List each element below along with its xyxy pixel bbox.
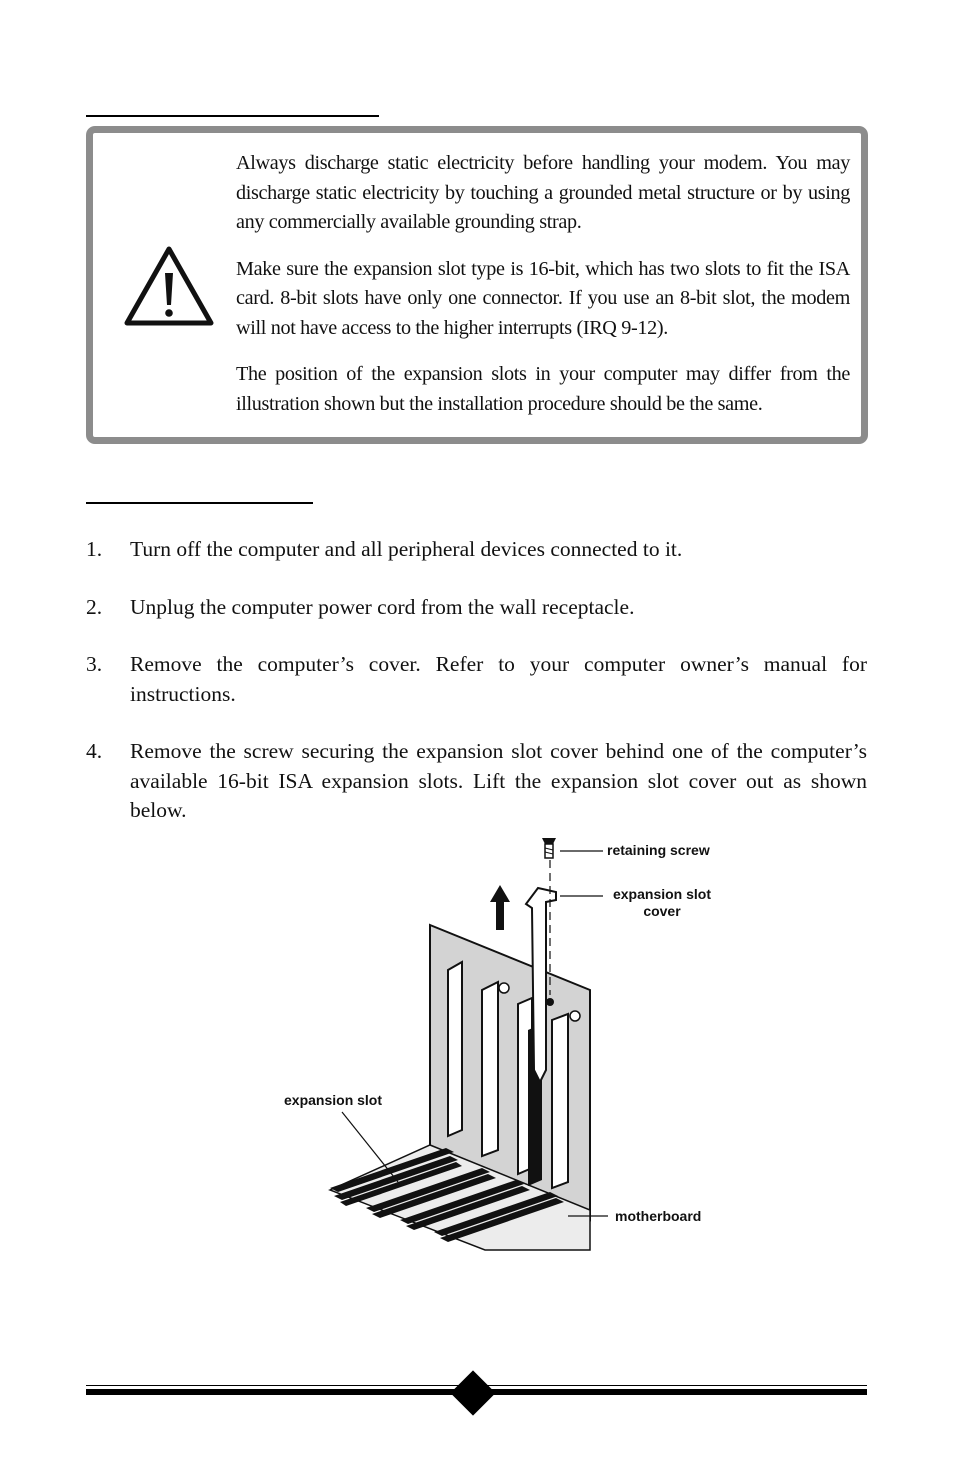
motherboard-label: motherboard: [615, 1208, 702, 1224]
step-item: [86, 535, 867, 565]
step-text: Remove the computer’s cover. Refer to your computer owner’s manual for instructions.: [130, 652, 867, 706]
section-rule: [86, 502, 313, 504]
caution-paragraph: The position of the expansion slots in your computer may differ from the illustration shown but the installation procedure should be the same.: [236, 363, 850, 415]
step-text: Turn off the computer and all peripheral devices connected to it.: [130, 537, 683, 561]
warning-triangle-icon: [121, 243, 217, 331]
expansion-slot-illustration: [270, 830, 740, 1260]
step-number: 4.: [86, 739, 103, 763]
retaining-screw-icon: [542, 838, 556, 858]
step-text: Unplug the computer power cord from the wall receptacle.: [130, 594, 635, 619]
caution-text: [236, 149, 850, 436]
footer-diamond-icon: [450, 1370, 495, 1415]
step-number: 3.: [86, 652, 103, 676]
step-number: 2.: [86, 594, 103, 619]
caution-box: [86, 126, 868, 444]
step-item: [86, 593, 867, 623]
expansion-slot-label: expansion slot: [284, 1092, 383, 1108]
retaining-screw-label: retaining screw: [607, 842, 710, 858]
caution-paragraph: Make sure the expansion slot type is 16-bit, which has two slots to fit the ISA card. 8-bit slots have only one connector. If you use an 8-bit slot, the modem will not have access to the higher interrupts (IRQ 9-12).: [236, 257, 850, 339]
step-text: Remove the screw securing the expansion slot cover behind one of the computer’s available 16-bit ISA expansion slots. Lift the expansion slot cover out as shown below.: [130, 739, 867, 822]
header-rule: [86, 115, 379, 117]
caution-paragraph: Always discharge static electricity before handling your modem. You may discharge static electricity by touching a grounded metal structure or by using any commercially available grounding strap.: [236, 152, 850, 233]
step-number: 1.: [86, 537, 103, 561]
step-item: [86, 737, 867, 826]
step-item: [86, 650, 867, 709]
steps-list: [86, 535, 867, 854]
expansion-slot-cover-label: expansion slot cover: [612, 886, 712, 919]
